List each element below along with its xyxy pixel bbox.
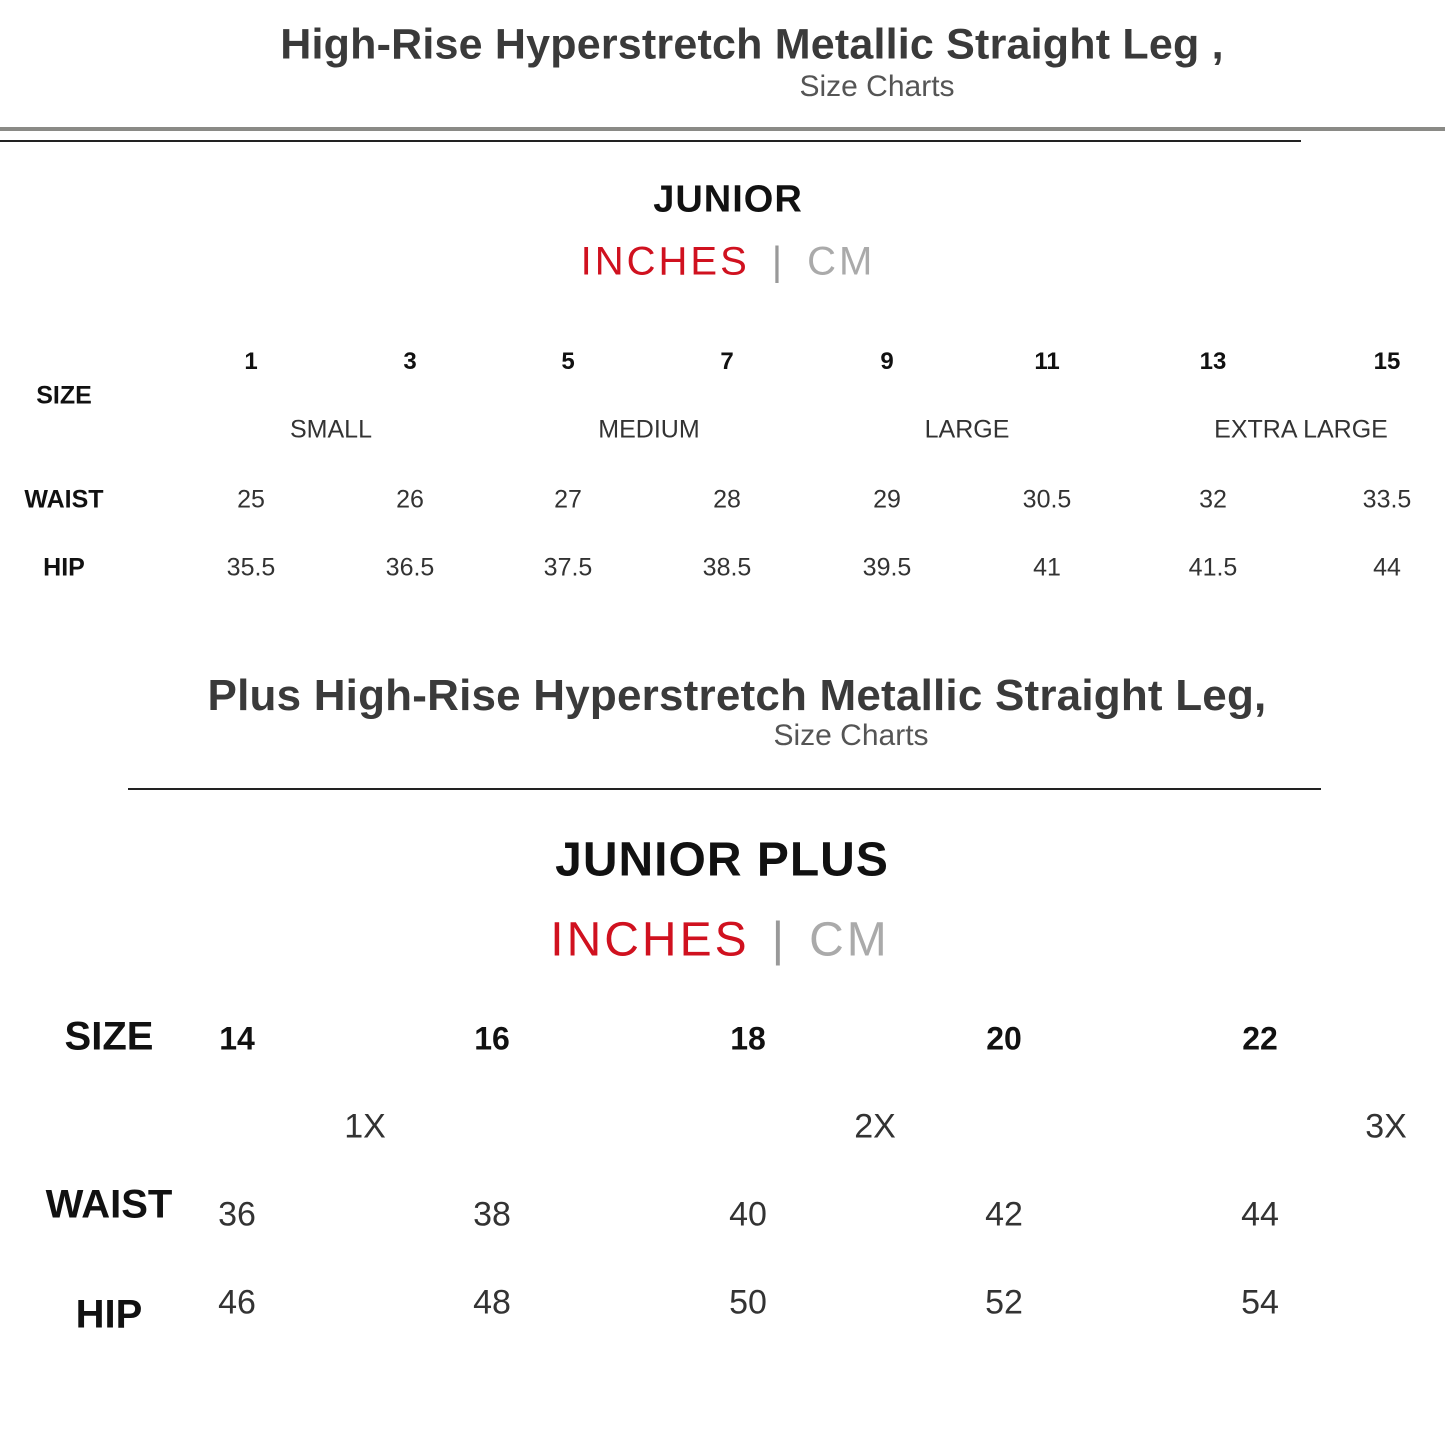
size-group: EXTRA LARGE — [1214, 415, 1388, 444]
size-label: SIZE — [64, 1014, 154, 1059]
waist-value: 32 — [1199, 485, 1227, 514]
hip-value: 38.5 — [702, 553, 752, 582]
unit-separator: | — [771, 239, 786, 284]
size-number: 5 — [561, 348, 575, 375]
waist-value: 26 — [396, 485, 424, 514]
size-number: 9 — [880, 348, 894, 375]
size-number: 7 — [720, 348, 734, 375]
hip-value: 44 — [1373, 553, 1401, 582]
chart2-title: Plus High-Rise Hyperstretch Metallic Straight Leg, — [207, 671, 1267, 720]
inches-tab[interactable]: INCHES — [550, 913, 750, 967]
size-group: 3X — [1365, 1107, 1407, 1146]
size-number: 13 — [1199, 348, 1227, 375]
waist-value: 44 — [1241, 1195, 1279, 1234]
chart2-subtitle: Size Charts — [773, 719, 929, 752]
size-group: 1X — [344, 1107, 386, 1146]
size-number: 1 — [244, 348, 258, 375]
waist-value: 30.5 — [1022, 485, 1072, 514]
hip-value: 52 — [985, 1283, 1023, 1322]
size-number: 22 — [1242, 1020, 1278, 1057]
waist-value: 36 — [218, 1195, 256, 1234]
size-group: SMALL — [290, 415, 372, 444]
hip-value: 46 — [218, 1283, 256, 1322]
hip-value: 41.5 — [1188, 553, 1238, 582]
waist-value: 27 — [554, 485, 582, 514]
chart1-subtitle: Size Charts — [799, 70, 955, 103]
waist-label: WAIST — [24, 485, 104, 514]
size-group: MEDIUM — [598, 415, 700, 444]
waist-value: 29 — [873, 485, 901, 514]
waist-value: 40 — [729, 1195, 767, 1234]
cm-tab[interactable]: CM — [807, 239, 876, 284]
inches-tab[interactable]: INCHES — [580, 239, 750, 284]
hip-label: HIP — [75, 1292, 143, 1337]
chart2-unit-toggle — [550, 913, 889, 968]
hip-value: 39.5 — [862, 553, 912, 582]
waist-value: 42 — [985, 1195, 1023, 1234]
size-number: 11 — [1034, 348, 1060, 375]
waist-value: 38 — [473, 1195, 511, 1234]
size-number: 16 — [474, 1020, 510, 1057]
size-number: 15 — [1373, 348, 1401, 375]
hip-value: 54 — [1241, 1283, 1279, 1322]
size-number: 18 — [730, 1020, 766, 1057]
header-divider — [0, 127, 1445, 131]
section-divider — [0, 140, 1301, 142]
size-number: 14 — [219, 1020, 255, 1057]
waist-value: 25 — [237, 485, 265, 514]
hip-value: 48 — [473, 1283, 511, 1322]
chart2-section-title: JUNIOR PLUS — [555, 833, 889, 887]
hip-value: 35.5 — [226, 553, 276, 582]
unit-separator: | — [771, 913, 788, 967]
hip-value: 50 — [729, 1283, 767, 1322]
size-label: SIZE — [36, 381, 92, 410]
cm-tab[interactable]: CM — [809, 913, 890, 967]
hip-value: 37.5 — [543, 553, 593, 582]
size-group: LARGE — [924, 415, 1010, 444]
section-divider — [128, 788, 1321, 790]
chart1-unit-toggle — [581, 240, 876, 285]
hip-value: 36.5 — [385, 553, 435, 582]
hip-label: HIP — [43, 553, 85, 582]
waist-value: 28 — [713, 485, 741, 514]
chart1-section-title: JUNIOR — [653, 178, 803, 221]
size-number: 3 — [403, 348, 417, 375]
waist-value: 33.5 — [1362, 485, 1412, 514]
hip-value: 41 — [1033, 553, 1061, 582]
chart1-title: High-Rise Hyperstretch Metallic Straight Leg , — [280, 20, 1224, 69]
waist-label: WAIST — [45, 1182, 173, 1227]
size-group: 2X — [854, 1107, 896, 1146]
size-number: 20 — [986, 1020, 1022, 1057]
